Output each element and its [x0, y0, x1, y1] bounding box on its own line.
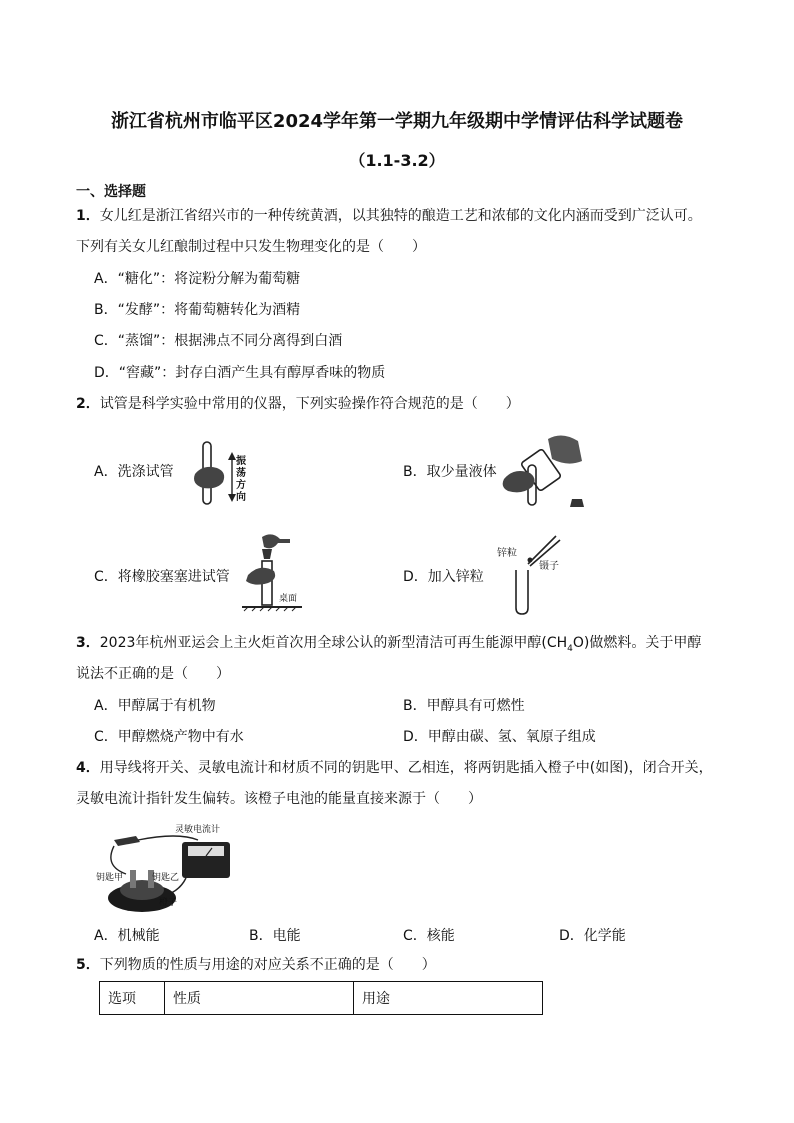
question-number: 5． — [76, 957, 100, 973]
figure-pour-liquid — [498, 425, 593, 515]
tweezers-label: 镊子 — [539, 561, 559, 572]
key-b-label: 钥匙乙 — [152, 873, 180, 883]
question-number: 2． — [76, 396, 100, 412]
q4-option-a[interactable]: A．机械能 — [94, 928, 160, 944]
table-surface-label: 桌面 — [279, 594, 298, 604]
q4-option-b[interactable]: B．电能 — [249, 928, 301, 944]
q2-option-b[interactable]: B．取少量液体 — [403, 464, 497, 480]
q2-option-c[interactable]: C．将橡胶塞塞进试管 — [94, 569, 230, 585]
q1-option-b[interactable]: B．“发酵”：将葡萄糖转化为酒精 — [94, 302, 301, 318]
section-heading: 一、选择题 — [76, 184, 146, 200]
label-char: 方 — [236, 480, 246, 491]
question-text-end: O)做燃料。关于甲醇 — [572, 635, 702, 651]
q3-option-d[interactable]: D．甲醇由碳、氢、氧原子组成 — [403, 729, 596, 745]
subscript: 4 — [567, 643, 573, 654]
question-4-line2: 灵敏电流计指针发生偏转。该橙子电池的能量直接来源于（ ） — [76, 791, 482, 807]
question-text: 用导线将开关、灵敏电流计和材质不同的钥匙甲、乙相连，将两钥匙插入橙子中(如图)，闭合开关， — [99, 760, 713, 776]
zinc-label: 锌粒 — [497, 548, 517, 559]
page-subtitle: （1.1-3.2） — [349, 151, 445, 170]
table-header-usage: 用途 — [354, 982, 543, 1015]
page-title: 浙江省杭州市临平区2024学年第一学期九年级期中学情评估科学试题卷 — [110, 111, 684, 132]
label-char: 荡 — [236, 468, 246, 479]
q5-table — [99, 981, 543, 1015]
q4-option-c[interactable]: C．核能 — [403, 928, 455, 944]
q1-option-a[interactable]: A．“糖化”：将淀粉分解为葡萄糖 — [94, 271, 301, 287]
key-a-label: 钥匙甲 — [96, 873, 124, 883]
question-3-line2: 说法不正确的是（ ） — [76, 666, 230, 682]
q3-option-a[interactable]: A．甲醇属于有机物 — [94, 698, 216, 714]
q1-option-c[interactable]: C．“蒸馏”：根据沸点不同分离得到白酒 — [94, 333, 343, 349]
q3-option-c[interactable]: C．甲醇燃烧产物中有水 — [94, 729, 244, 745]
question-number: 1． — [76, 208, 100, 224]
question-1-line2: 下列有关女儿红酿制过程中只发生物理变化的是（ ） — [76, 239, 426, 255]
question-text: 2023年杭州亚运会上主火炬首次用全球公认的新型清洁可再生能源甲醇(CH — [99, 635, 568, 651]
q2-option-d[interactable]: D．加入锌粒 — [403, 569, 484, 585]
question-2 — [76, 394, 520, 414]
label-char: 振 — [236, 456, 246, 467]
q3-option-b[interactable]: B．甲醇具有可燃性 — [403, 698, 525, 714]
meter-label: 灵敏电流计 — [175, 825, 221, 835]
orange-label: 橙子 — [159, 898, 178, 908]
question-number: 3． — [76, 635, 100, 651]
table-row — [100, 982, 543, 1015]
question-text: 试管是科学实验中常用的仪器，下列实验操作符合规范的是（ ） — [99, 396, 520, 412]
question-text: 下列物质的性质与用途的对应关系不正确的是（ ） — [99, 957, 436, 973]
question-1 — [76, 206, 702, 226]
figure-add-zinc — [500, 530, 580, 615]
question-4 — [76, 758, 713, 778]
q2-option-a[interactable]: A．洗涤试管 — [94, 464, 174, 480]
shake-direction-label — [236, 456, 248, 504]
question-text: 女儿红是浙江省绍兴市的一种传统黄酒，以其独特的酿造工艺和浓郁的文化内涵而受到广泛认可。 — [99, 208, 702, 224]
table-header-option: 选项 — [100, 982, 165, 1015]
q4-option-d[interactable]: D．化学能 — [559, 928, 626, 944]
question-number: 4． — [76, 760, 100, 776]
question-5 — [76, 955, 436, 975]
label-char: 向 — [236, 492, 246, 503]
question-3 — [76, 633, 701, 659]
table-header-property: 性质 — [165, 982, 354, 1015]
q1-option-d[interactable]: D．“窖藏”：封存白酒产生具有醇厚香味的物质 — [94, 365, 386, 381]
